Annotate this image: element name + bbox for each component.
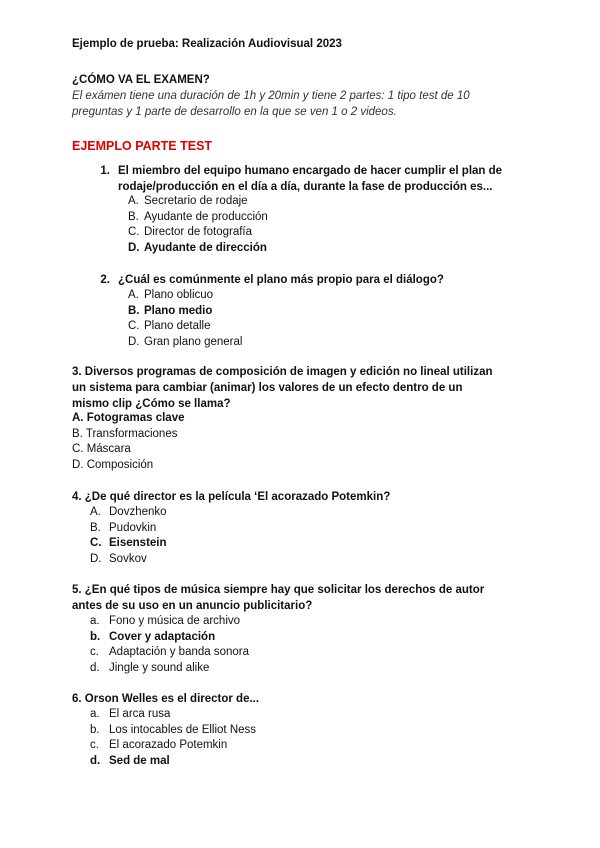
option-2a: A. Plano oblicuo [128,289,214,301]
option-5d: d. Jingle y sound alike [90,661,210,674]
question-5-text-line-1: 5. ¿En qué tipos de música siempre hay que solicitar los derechos de autor [72,584,485,596]
option-4d: D. Sovkov [90,552,147,565]
question-3 [72,364,542,412]
intro-text-line-1: El exámen tiene una duración de 1h y 20min y tiene 2 partes: 1 tipo test de 10 [72,90,470,102]
question-2-text: ¿Cuál es comúnmente el plano más propio para el diálogo? [118,274,444,286]
question-1 [72,163,542,195]
question-5-text-line-2: antes de su uso en un anuncio publicitario? [72,600,313,612]
option-3a-correct: A. Fotogramas clave [72,412,185,424]
question-1-options [128,194,488,256]
option-2d: D. Gran plano general [128,335,243,348]
option-5b-correct: b. Cover y adaptación [90,630,216,643]
option-5c: c. Adaptación y banda sonora [90,646,250,659]
question-4-text: 4. ¿De qué director es la película ‘El acorazado Potemkin? [72,491,391,503]
question-4-options [90,505,450,567]
option-2b-correct: B. Plano medio [128,304,213,317]
question-1-text-line-1: El miembro del equipo humano encargado de hacer cumplir el plan de [118,165,503,177]
option-4a: A. Dovzhenko [90,506,167,518]
option-4b: B. Pudovkin [90,521,157,534]
option-6a: a. El arca rusa [90,708,171,720]
question-1-text-line-2: rodaje/producción en el día a día, durante la fase de producción es... [118,181,493,193]
option-1b: B. Ayudante de producción [128,210,268,223]
question-2-options [128,288,488,350]
question-2-number: 2. [100,274,110,286]
option-2c: C. Plano detalle [128,320,211,333]
option-1d-correct: D. Ayudante de dirección [128,241,267,254]
option-5a: a. Fono y música de archivo [90,615,241,627]
option-3b: B. Transformaciones [72,427,178,440]
question-5-options [90,614,450,676]
question-3-options [72,411,432,473]
option-1c: C. Director de fotografía [128,226,253,239]
question-3-text-line-3: mismo clip ¿Cómo se llama? [72,398,231,410]
question-3-text-line-2: un sistema para cambiar (animar) los valores de un efecto dentro de un [72,382,463,394]
option-3d: D. Composición [72,458,154,471]
question-6-text: 6. Orson Welles es el director de... [72,693,260,705]
option-3c: C. Máscara [72,443,131,456]
question-3-text-line-1: 3. Diversos programas de composición de imagen y edición no lineal utilizan [72,366,493,378]
option-4c-correct: C. Eisenstein [90,537,167,550]
option-6b: b. Los intocables de Elliot Ness [90,723,257,736]
question-6 [72,691,542,707]
section-title: EJEMPLO PARTE TEST [72,139,213,153]
option-6d-correct: d. Sed de mal [90,754,170,767]
question-6-options [90,707,450,769]
option-1a: A. Secretario de rodaje [128,195,248,207]
question-1-number: 1. [100,165,110,177]
question-2 [72,272,542,288]
question-4 [72,489,542,505]
question-5 [72,582,542,614]
intro-text-line-2: preguntas y 1 parte de desarrollo en la que se ven 1 o 2 videos. [72,106,397,118]
intro-heading: ¿CÓMO VA EL EXAMEN? [72,74,210,86]
option-6c: c. El acorazado Potemkin [90,739,228,752]
document-title: Ejemplo de prueba: Realización Audiovisual 2023 [72,38,342,50]
